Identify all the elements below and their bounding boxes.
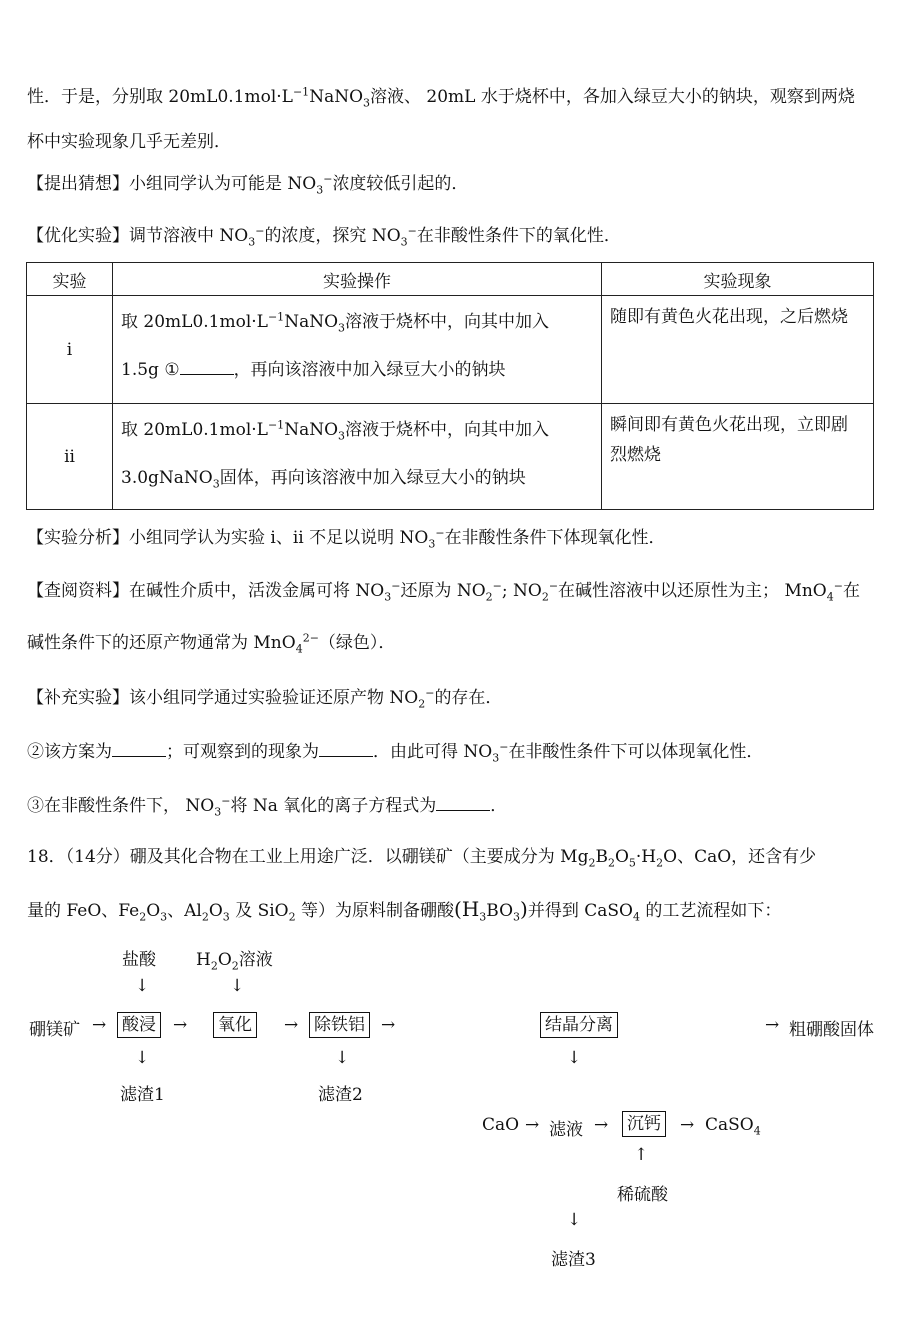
- optimize-line: 【优化实验】调节溶液中 $NO_3^-$的浓度，探究 $NO_3^-$在非酸性条件下的氧化性．: [27, 224, 621, 249]
- answer-blank-2[interactable]: [112, 738, 166, 757]
- arrow-down-icon: ↓: [230, 976, 245, 996]
- reference-line-2: 碱性条件下的还原产物通常为 MnO$_4^{2-}$（绿色）．: [27, 631, 396, 656]
- filtrate: 滤液: [549, 1120, 583, 1140]
- header-experiment: 实验: [27, 263, 113, 296]
- experiment-id: i: [27, 296, 113, 404]
- step-precipitate-calcium: 沉钙: [622, 1111, 666, 1137]
- question-18-line-2: 量的 FeO、$Fe_2O_3$、$Al_2O_3$ 及 SiO$_2$ 等）为原料制备硼酸$(H_3BO_3)$并得到 CaSO$_4$ 的工艺流程如下：: [27, 897, 782, 924]
- answer-blank-4[interactable]: [436, 792, 490, 811]
- answer-blank-3[interactable]: [319, 738, 373, 757]
- analysis-line: 【实验分析】小组同学认为实验 i、ii 不足以说明 $NO_3^-$在非酸性条件下体现氧化性．: [27, 526, 666, 551]
- reagent-h2o2: $H_2O_2$溶液: [196, 950, 273, 973]
- reagent-hcl: 盐酸: [122, 950, 156, 970]
- reagent-cao: CaO: [482, 1115, 520, 1135]
- residue-2: 滤渣2: [318, 1085, 363, 1105]
- step-remove-fe-al: 除铁铝: [309, 1012, 370, 1038]
- experiment-operation: 取 $20mL0.1mol\cdot L^{-1}NaNO_3$溶液于烧杯中，向其中加入 1.5g ① ，再向该溶液中加入绿豆大小的钠块: [113, 296, 602, 404]
- supplement-line: 【补充实验】该小组同学通过实验验证还原产物 $NO_2^-$的存在．: [27, 686, 503, 711]
- arrow-down-icon: ↓: [567, 1048, 582, 1068]
- paragraph-line-1: 性．于是，分别取 $20mL0.1mol\cdot L^{-1}NaNO_3$溶液、 20mL 水于烧杯中，各加入绿豆大小的钠块，观察到两烧: [27, 85, 855, 110]
- experiment-id: ii: [27, 404, 113, 510]
- answer-blank-1[interactable]: [180, 356, 234, 375]
- arrow-right-icon: →: [525, 1115, 540, 1135]
- arrow-right-icon: →: [284, 1015, 299, 1035]
- residue-3: 滤渣3: [551, 1250, 596, 1270]
- arrow-down-icon: ↓: [335, 1048, 350, 1068]
- arrow-right-icon: →: [765, 1015, 780, 1035]
- raw-ore: 硼镁矿: [29, 1020, 80, 1040]
- arrow-down-icon: ↓: [135, 1048, 150, 1068]
- question-2-line: ②该方案为 ；可观察到的现象为 ．由此可得 $NO_3^-$在非酸性条件下可以体现氧化性．: [27, 738, 763, 764]
- product-caso4: CaSO$_4$: [705, 1115, 761, 1138]
- step-crystallize: 结晶分离: [540, 1012, 618, 1038]
- arrow-right-icon: →: [173, 1015, 188, 1035]
- step-oxidize: 氧化: [213, 1012, 257, 1038]
- step-acid-leach: 酸浸: [117, 1012, 161, 1038]
- arrow-down-icon: ↓: [567, 1210, 582, 1230]
- reagent-dilute-h2so4: 稀硫酸: [617, 1185, 668, 1205]
- arrow-up-icon: ↑: [634, 1145, 649, 1165]
- header-operation: 实验操作: [113, 263, 602, 296]
- question-18-line-1: 18．（14分）硼及其化合物在工业上用途广泛．以硼镁矿（主要成分为 $Mg_2B_2O_5\cdot H_2O$、CaO，还含有少: [27, 847, 817, 870]
- product-crude-boric-acid: 粗硼酸固体: [789, 1020, 874, 1040]
- arrow-right-icon: →: [680, 1115, 695, 1135]
- table-row: [27, 296, 874, 404]
- arrow-down-icon: ↓: [135, 976, 150, 996]
- experiment-observation: 随即有黄色火花出现，之后燃烧: [602, 296, 874, 404]
- question-3-line: ③在非酸性条件下， $NO_3^-$将 Na 氧化的离子方程式为 ．: [27, 792, 507, 818]
- arrow-right-icon: →: [92, 1015, 107, 1035]
- experiment-observation: 瞬间即有黄色火花出现，立即剧 烈燃烧: [602, 404, 874, 510]
- header-observation: 实验现象: [602, 263, 874, 296]
- paragraph-line-2: 杯中实验现象几乎无差别．: [27, 132, 231, 152]
- table-header-row: [27, 263, 874, 296]
- experiment-table: [26, 262, 874, 510]
- hypothesis-line: 【提出猜想】小组同学认为可能是 $NO_3^-$浓度较低引起的．: [27, 172, 469, 197]
- residue-1: 滤渣1: [120, 1085, 165, 1105]
- experiment-operation: 取 $20mL0.1mol\cdot L^{-1}NaNO_3$溶液于烧杯中，向其中加入 3.0gNaNO$_3$固体，再向该溶液中加入绿豆大小的钠块: [113, 404, 602, 510]
- arrow-right-icon: →: [594, 1115, 609, 1135]
- arrow-right-icon: →: [381, 1015, 396, 1035]
- table-row: [27, 404, 874, 510]
- reference-line-1: 【查阅资料】在碱性介质中，活泼金属可将 $NO_3^-$还原为 $NO_2^-$; $NO_2^-$在碱性溶液中以还原性为主； MnO$_4$−在: [27, 579, 860, 604]
